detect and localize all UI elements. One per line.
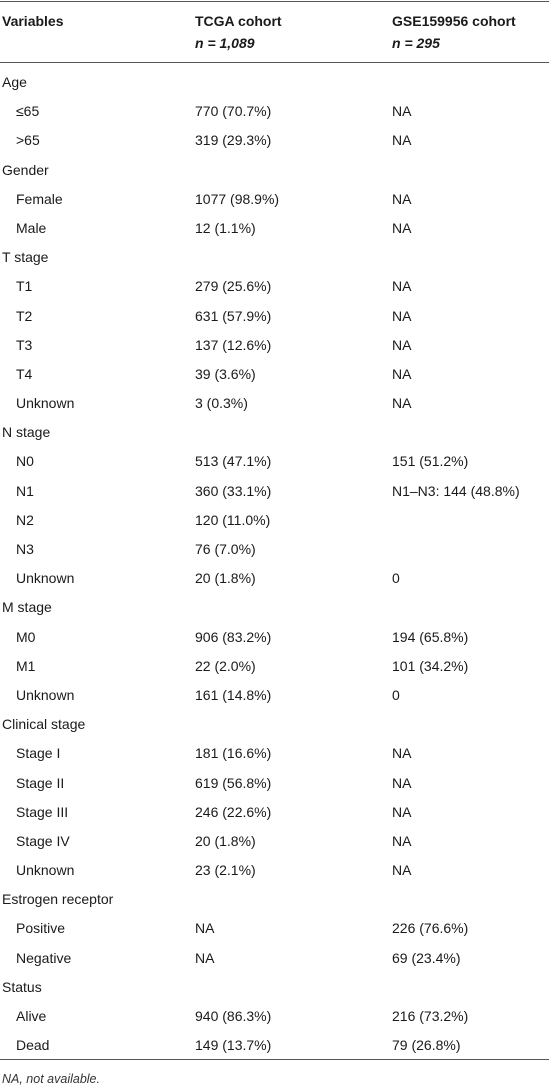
variable-label: Unknown xyxy=(16,395,75,412)
tcga-value: 3 (0.3%) xyxy=(195,395,248,412)
table-row xyxy=(0,826,549,855)
table-row xyxy=(0,125,549,154)
header-tcga-title: TCGA cohort xyxy=(195,13,282,29)
tcga-value: 906 (83.2%) xyxy=(195,628,272,645)
table-row xyxy=(0,184,549,213)
geo-value: NA xyxy=(392,336,412,353)
table-row xyxy=(0,213,549,242)
variable-label: N stage xyxy=(2,424,51,441)
table-row xyxy=(0,943,549,972)
tcga-value: 76 (7.0%) xyxy=(195,541,256,557)
table-row xyxy=(0,1001,549,1030)
table-section-row xyxy=(0,417,549,446)
geo-value: NA xyxy=(392,832,412,849)
geo-value: NA xyxy=(392,395,412,412)
table-row xyxy=(0,534,549,563)
table-section-row xyxy=(0,972,549,1001)
geo-value: 79 (26.8%) xyxy=(392,1037,461,1054)
header-geo-n: n = 295 xyxy=(392,35,440,51)
variable-label: >65 xyxy=(16,132,40,149)
variable-label: T1 xyxy=(16,278,33,295)
variable-label: Stage II xyxy=(16,774,65,791)
geo-value: NA xyxy=(392,278,412,295)
variable-label: Negative xyxy=(16,949,72,966)
variable-label: T4 xyxy=(16,365,33,382)
geo-value: 194 (65.8%) xyxy=(392,628,469,645)
table-footnote: NA, not available. xyxy=(2,1072,100,1086)
header-tcga-n: n = 1,089 xyxy=(195,35,255,51)
table-row xyxy=(0,768,549,797)
variable-label: Age xyxy=(2,74,27,90)
tcga-value: 12 (1.1%) xyxy=(195,219,256,236)
tcga-value: 940 (86.3%) xyxy=(195,1008,272,1024)
table-row xyxy=(0,505,549,534)
tcga-value: 631 (57.9%) xyxy=(195,307,272,324)
variable-label: Male xyxy=(16,219,47,236)
variable-label: Dead xyxy=(16,1037,50,1054)
table-row xyxy=(0,622,549,651)
table-row xyxy=(0,476,549,505)
table-section-row xyxy=(0,709,549,738)
variable-label: Positive xyxy=(16,920,66,937)
geo-value: NA xyxy=(392,365,412,382)
tcga-value: 149 (13.7%) xyxy=(195,1037,272,1054)
table-row xyxy=(0,1030,549,1059)
variable-label: Unknown xyxy=(16,686,75,703)
tcga-value: 360 (33.1%) xyxy=(195,482,272,499)
tcga-value: 246 (22.6%) xyxy=(195,803,272,820)
variable-label: N0 xyxy=(16,453,34,470)
table-row xyxy=(0,446,549,475)
geo-value: 69 (23.4%) xyxy=(392,949,461,966)
variable-label: T stage xyxy=(2,249,49,266)
tcga-value: 120 (11.0%) xyxy=(195,511,271,528)
geo-value: NA xyxy=(392,190,412,207)
geo-value: NA xyxy=(392,745,412,762)
variable-label: M stage xyxy=(2,599,52,616)
table-row xyxy=(0,271,549,300)
table-row xyxy=(0,359,549,388)
tcga-value: 22 (2.0%) xyxy=(195,657,256,674)
header-tcga xyxy=(195,10,282,54)
table-row xyxy=(0,96,549,125)
header-geo-title: GSE159956 cohort xyxy=(392,13,516,29)
geo-value: NA xyxy=(392,774,412,791)
geo-value: 216 (73.2%) xyxy=(392,1008,469,1024)
variable-label: Clinical stage xyxy=(2,716,86,733)
geo-value: NA xyxy=(392,132,412,149)
variable-label: Estrogen receptor xyxy=(2,891,114,908)
tcga-value: 20 (1.8%) xyxy=(195,570,256,587)
variable-label: N2 xyxy=(16,511,34,528)
header-geo xyxy=(392,10,516,54)
bottom-rule xyxy=(0,1059,549,1060)
geo-value: 0 xyxy=(392,686,400,703)
tcga-value: 513 (47.1%) xyxy=(195,453,272,470)
table-row xyxy=(0,913,549,942)
geo-value: 151 (51.2%) xyxy=(392,453,469,470)
geo-value: NA xyxy=(392,103,412,120)
variable-label: Stage I xyxy=(16,745,61,762)
tcga-value: 319 (29.3%) xyxy=(195,132,272,149)
geo-value: N1–N3: 144 (48.8%) xyxy=(392,482,520,499)
variable-label: T2 xyxy=(16,307,33,324)
variable-label: ≤65 xyxy=(16,103,40,120)
header-variables: Variables xyxy=(2,13,64,29)
geo-value: 101 (34.2%) xyxy=(392,657,469,674)
variable-label: Stage IV xyxy=(16,832,70,849)
tcga-value: 1077 (98.9%) xyxy=(195,190,280,207)
tcga-value: 619 (56.8%) xyxy=(195,774,272,791)
geo-value: 0 xyxy=(392,570,400,587)
table-row xyxy=(0,563,549,592)
table-row xyxy=(0,330,549,359)
tcga-value: NA xyxy=(195,920,215,937)
tcga-value: 20 (1.8%) xyxy=(195,832,256,849)
geo-value: NA xyxy=(392,862,412,879)
variable-label: M0 xyxy=(16,628,36,645)
geo-value: 226 (76.6%) xyxy=(392,920,469,937)
variable-label: Female xyxy=(16,190,63,207)
table-row xyxy=(0,301,549,330)
tcga-value: 137 (12.6%) xyxy=(195,336,272,353)
table-row xyxy=(0,797,549,826)
variable-label: Stage III xyxy=(16,803,69,820)
table-section-row xyxy=(0,155,549,184)
variable-label: T3 xyxy=(16,336,33,353)
tcga-value: 181 (16.6%) xyxy=(195,745,272,762)
variable-label: M1 xyxy=(16,657,36,674)
geo-value: NA xyxy=(392,219,412,236)
variable-label: N3 xyxy=(16,541,34,557)
table-section-row xyxy=(0,67,549,96)
tcga-value: 279 (25.6%) xyxy=(195,278,272,295)
table-header xyxy=(0,2,549,62)
tcga-value: 770 (70.7%) xyxy=(195,103,272,120)
table-row xyxy=(0,738,549,767)
table-row xyxy=(0,855,549,884)
table-section-row xyxy=(0,242,549,271)
table-body xyxy=(0,63,549,1059)
tcga-value: 23 (2.1%) xyxy=(195,862,256,879)
table-section-row xyxy=(0,884,549,913)
variable-label: Unknown xyxy=(16,570,75,587)
variable-label: Gender xyxy=(2,161,49,178)
geo-value: NA xyxy=(392,307,412,324)
variable-label: Alive xyxy=(16,1008,47,1024)
tcga-value: NA xyxy=(195,949,215,966)
variable-label: N1 xyxy=(16,482,34,499)
variable-label: Unknown xyxy=(16,862,75,879)
variable-label: Status xyxy=(2,978,42,995)
table-section-row xyxy=(0,592,549,621)
tcga-value: 39 (3.6%) xyxy=(195,365,256,382)
table-row xyxy=(0,388,549,417)
geo-value: NA xyxy=(392,803,412,820)
table-row xyxy=(0,651,549,680)
tcga-value: 161 (14.8%) xyxy=(195,686,272,703)
table-row xyxy=(0,680,549,709)
